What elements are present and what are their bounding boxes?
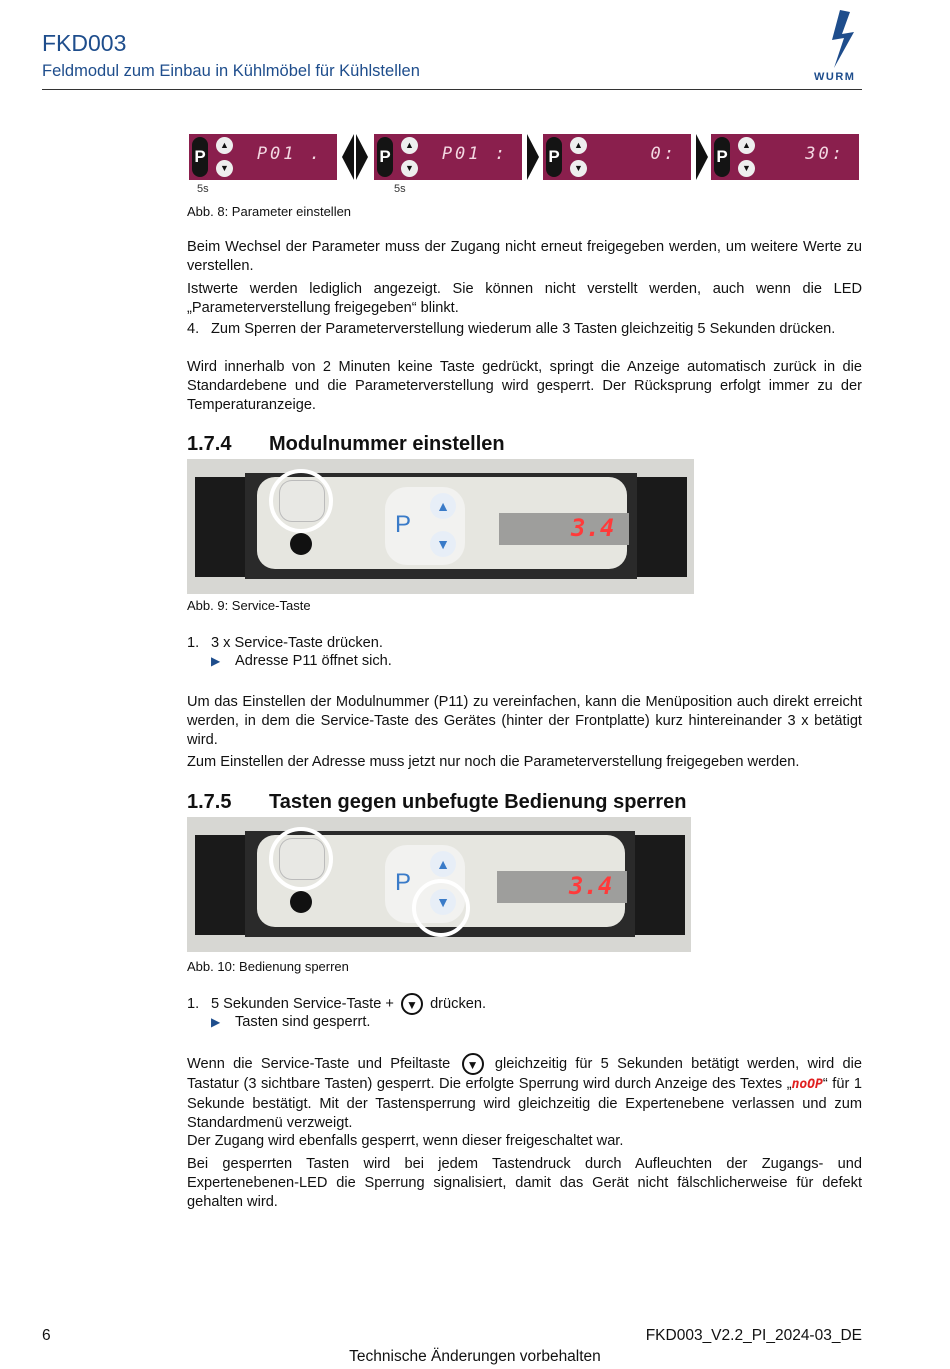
device-photo xyxy=(187,817,691,952)
step-text: Zum Sperren der Parameterverstellung wiederum alle 3 Tasten gleichzeitig 5 Sekunden drücken. xyxy=(211,321,836,337)
arrow-up-icon[interactable]: ▲ xyxy=(430,493,456,519)
panel-display: 0: xyxy=(650,144,677,164)
display-panel-2 xyxy=(374,134,522,180)
bracket-right xyxy=(637,477,687,577)
result-text: Tasten sind gesperrt. xyxy=(235,1014,371,1030)
p-button: P xyxy=(192,137,208,177)
arrow-right-icon xyxy=(696,134,708,180)
display-panel-1 xyxy=(189,134,337,180)
document-id: FKD003_V2.2_PI_2024-03_DE xyxy=(645,1327,862,1344)
step-text: 3 x Service-Taste drücken. xyxy=(211,635,383,651)
highlight-circle xyxy=(412,879,470,937)
footer-note: Technische Änderungen vorbehalten xyxy=(349,1348,601,1365)
step-result xyxy=(187,1013,862,1032)
result-arrow-icon: ▶ xyxy=(211,1015,221,1029)
arrow-up-icon: ▲ xyxy=(738,137,755,154)
paragraph: Um das Einstellen der Modulnummer (P11) zu vereinfachen, kann die Menüposition auch direkt erreicht werden, in dem die Service-Taste des Gerätes (hinter der Frontplatte) kurz hintereinander 3 x betätigt wird. xyxy=(187,694,862,748)
service-led xyxy=(290,891,312,913)
arrow-up-icon: ▲ xyxy=(401,137,418,154)
section-heading xyxy=(187,433,505,456)
display-panel-4 xyxy=(711,134,859,180)
arrow-up-icon: ▲ xyxy=(216,137,233,154)
paragraph: Der Zugang wird ebenfalls gesperrt, wenn dieser freigeschaltet war. xyxy=(187,1133,624,1149)
arrow-down-icon: ▼ xyxy=(216,160,233,177)
step-number: 1. xyxy=(187,635,200,651)
arrow-down-key-icon: ▼ xyxy=(462,1053,484,1075)
step-number: 4. xyxy=(187,321,200,337)
paragraph: Zum Einstellen der Adresse muss jetzt nur noch die Parameterverstellung freigegeben werden. xyxy=(187,754,800,770)
p-button: P xyxy=(546,137,562,177)
display-value: 3.4 xyxy=(569,872,613,900)
arrow-left-icon xyxy=(342,134,354,180)
page-number: 6 xyxy=(42,1327,51,1344)
result-arrow-icon: ▶ xyxy=(211,654,221,668)
paragraph: Beim Wechsel der Parameter muss der Zugang nicht erneut freigegeben werden, um weitere Werte zu verstellen. xyxy=(187,239,862,274)
p-button: P xyxy=(377,137,393,177)
arrow-up-icon: ▲ xyxy=(570,137,587,154)
highlight-circle xyxy=(269,469,333,533)
paragraph: Wird innerhalb von 2 Minuten keine Taste gedrückt, springt die Anzeige automatisch zurück in die Standardebene und die Parameterverstellung wird gesperrt. Der Rücksprung erfolgt immer zu der Temperaturanzeige. xyxy=(187,359,862,413)
arrow-down-icon[interactable]: ▼ xyxy=(430,889,456,915)
header-divider xyxy=(42,89,862,90)
display-panel-3 xyxy=(543,134,691,180)
bracket-right xyxy=(635,835,685,935)
paragraph: Bei gesperrten Tasten wird bei jedem Tastendruck durch Aufleuchten der Zugangs- und Expertenebenen-LED die Sperrung signalisiert, damit das Gerät nicht fälschlicherweise für defekt gehalten wird. xyxy=(187,1156,862,1210)
panel-display: P01 . xyxy=(256,144,323,164)
bracket-left xyxy=(195,835,245,935)
arrow-right-icon xyxy=(356,134,368,180)
section-title: Modulnummer einstellen xyxy=(269,433,505,455)
led-display xyxy=(497,871,627,903)
figure-caption: Abb. 8: Parameter einstellen xyxy=(187,204,352,219)
figure-caption: Abb. 9: Service-Taste xyxy=(187,598,311,613)
paragraph-text: gleichzeitig für 5 Sekunden betätigt werden, wird die Tastatur (3 sichtbare Tasten) gesperrt. Die erfolgte Sperrung wird durch Anzeige des Textes „ xyxy=(187,1055,862,1092)
paragraph-text: “ für 1 Sekunde bestätigt. Mit der Tastensperrung wird gleichzeitig die Expertenebene verlassen und zum Standardmenü verzweigt. xyxy=(187,1076,863,1131)
arrow-down-icon: ▼ xyxy=(738,160,755,177)
section-number: 1.7.4 xyxy=(187,433,232,455)
bracket-left xyxy=(195,477,245,577)
led-display xyxy=(499,513,629,545)
arrow-down-icon: ▼ xyxy=(570,160,587,177)
step-item xyxy=(187,993,862,1015)
result-text: Adresse P11 öffnet sich. xyxy=(235,653,392,669)
arrow-right-icon xyxy=(527,134,539,180)
section-title: Tasten gegen unbefugte Bedienung sperren xyxy=(269,791,687,813)
p-key[interactable]: P xyxy=(395,869,412,896)
p-key[interactable]: P xyxy=(395,511,412,538)
step-text: drücken. xyxy=(430,995,487,1012)
step-text: 5 Sekunden Service-Taste + xyxy=(211,995,394,1012)
step-item xyxy=(187,320,862,339)
device-photo xyxy=(187,459,694,594)
section-number: 1.7.5 xyxy=(187,791,232,813)
panel-display: 30: xyxy=(805,144,845,164)
paragraph-text: Wenn die Service-Taste und Pfeiltaste xyxy=(187,1055,451,1072)
figure-caption: Abb. 10: Bedienung sperren xyxy=(187,959,349,974)
paragraph: Istwerte werden lediglich angezeigt. Sie können nicht verstellt werden, auch wenn die LED „Parameterverstellung freigegeben“ blinkt. xyxy=(187,281,862,316)
arrow-down-icon[interactable]: ▼ xyxy=(430,531,456,557)
arrow-down-icon: ▼ xyxy=(401,160,418,177)
step-number: 1. xyxy=(187,995,200,1012)
paragraph xyxy=(187,1053,862,1132)
hold-time-label: 5s xyxy=(197,183,209,195)
step-item xyxy=(187,634,862,653)
document-subtitle: Feldmodul zum Einbau in Kühlmöbel für Kühlstellen xyxy=(42,62,420,80)
service-led xyxy=(290,533,312,555)
arrow-up-icon[interactable]: ▲ xyxy=(430,851,456,877)
hold-time-label: 5s xyxy=(394,183,406,195)
segment-text-noop: noOP xyxy=(791,1077,823,1092)
display-value: 3.4 xyxy=(571,514,615,542)
step-result xyxy=(187,652,862,671)
document-title: FKD003 xyxy=(42,30,127,56)
panel-display: P01 : xyxy=(441,144,508,164)
highlight-circle xyxy=(269,827,333,891)
logo-text: WURM xyxy=(814,71,856,83)
arrow-down-key-icon: ▼ xyxy=(401,993,423,1015)
p-button: P xyxy=(714,137,730,177)
wurm-logo-icon xyxy=(820,10,860,70)
section-heading xyxy=(187,791,686,814)
